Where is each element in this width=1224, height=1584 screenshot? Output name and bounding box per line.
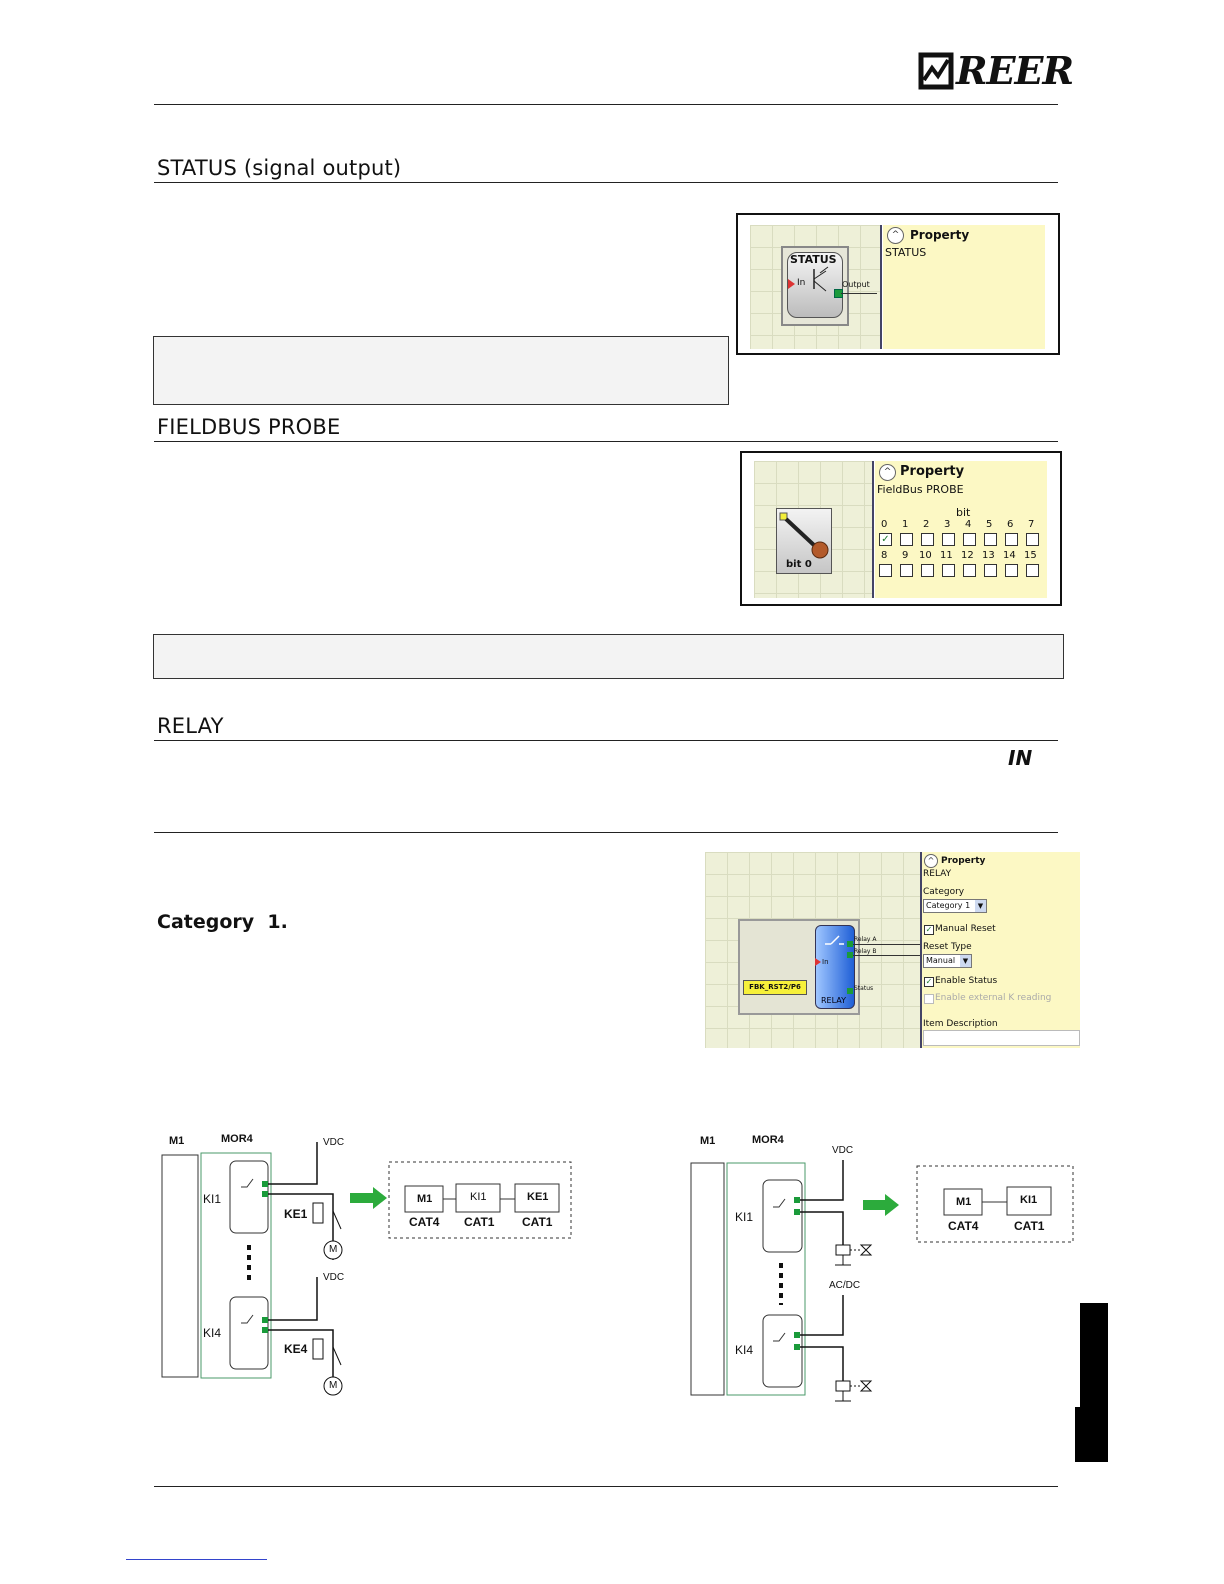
enable-status-checkbox[interactable]: ✓ (925, 977, 933, 986)
chevron-down-icon: ▼ (975, 900, 986, 912)
relay-status-port[interactable] (847, 988, 853, 994)
item-description-label: Item Description (923, 1019, 998, 1029)
right-wiring-diagram (685, 1125, 1080, 1410)
bit-9-checkbox[interactable] (900, 564, 913, 577)
property-value: RELAY (923, 869, 952, 879)
bit-12-checkbox[interactable] (963, 564, 976, 577)
property-title: Property (900, 464, 965, 479)
left-wiring-diagram (155, 1125, 575, 1405)
bit-11-label: 11 (940, 550, 953, 561)
bit-2-checkbox[interactable] (921, 533, 934, 546)
category-select-value: Category 1 (926, 901, 971, 910)
relay-contact-icon (823, 932, 845, 954)
category-text: Category 1. (157, 911, 288, 933)
bit-11-checkbox[interactable] (942, 564, 955, 577)
left-ke4-label: KE4 (284, 1342, 308, 1356)
relay-b-wire (853, 955, 920, 956)
manual-reset-checkbox[interactable]: ✓ (925, 925, 933, 934)
probe-bit-label: bit 0 (786, 559, 812, 570)
bit-13-checkbox[interactable] (984, 564, 997, 577)
bit-4-checkbox[interactable] (963, 533, 976, 546)
fieldbus-rule (154, 441, 1058, 442)
reset-type-select[interactable] (923, 954, 972, 968)
bit-1-label: 1 (902, 519, 909, 530)
status-block-title: STATUS (790, 253, 837, 266)
right-ki1-label: KI1 (735, 1210, 754, 1224)
relay-heading: RELAY (157, 714, 224, 738)
bit-5-label: 5 (986, 519, 993, 530)
chain-ki1-cat: CAT1 (464, 1215, 495, 1229)
bit-label: bit (956, 506, 971, 519)
right-chain-m1-name: M1 (956, 1196, 972, 1208)
side-tab-lower (1075, 1407, 1108, 1462)
bit-7-checkbox[interactable] (1026, 533, 1039, 546)
status-rule (154, 182, 1058, 183)
fieldbus-canvas-divider (872, 461, 874, 598)
bit-6-checkbox[interactable] (1005, 533, 1018, 546)
bit-10-checkbox[interactable] (921, 564, 934, 577)
bit-9-label: 9 (902, 550, 909, 561)
fieldbus-figure (740, 451, 1062, 606)
relay-status-label: Status (854, 985, 874, 992)
right-m1-label: M1 (700, 1135, 716, 1147)
bit-15-label: 15 (1024, 550, 1037, 561)
status-output-wire (841, 293, 877, 294)
relay-figure (705, 852, 1080, 1048)
in-mark: IN (1008, 746, 1033, 770)
relay-b-label: Relay B (854, 948, 877, 955)
left-motor-1-label: M (329, 1244, 338, 1255)
bit-13-label: 13 (982, 550, 995, 561)
left-ki4-label: KI4 (203, 1326, 222, 1340)
header-rule (154, 104, 1058, 105)
right-chain-m1-cat: CAT4 (948, 1219, 979, 1233)
bit-1-checkbox[interactable] (900, 533, 913, 546)
bit-6-label: 6 (1007, 519, 1014, 530)
bit-12-label: 12 (961, 550, 974, 561)
status-note-box (153, 336, 729, 405)
bit-3-label: 3 (944, 519, 951, 530)
left-motor-2-label: M (329, 1380, 338, 1391)
bit-4-label: 4 (965, 519, 972, 530)
right-chain-ki1-cat: CAT1 (1014, 1219, 1045, 1233)
right-mor4-label: MOR4 (752, 1134, 784, 1146)
chain-ke1-name: KE1 (527, 1191, 549, 1203)
reer-logo (918, 48, 1074, 93)
bit-8-checkbox[interactable] (879, 564, 892, 577)
status-in-arrow (788, 279, 795, 289)
status-output-label: Output (842, 280, 870, 289)
property-title: Property (910, 228, 970, 242)
bit-14-label: 14 (1003, 550, 1016, 561)
enable-ext-checkbox[interactable] (924, 994, 934, 1004)
fieldbus-heading: FIELDBUS PROBE (157, 415, 341, 439)
reset-type-label: Reset Type (923, 942, 972, 952)
left-ke1-label: KE1 (284, 1207, 308, 1221)
chain-ke1-cat: CAT1 (522, 1215, 553, 1229)
bit-5-checkbox[interactable] (984, 533, 997, 546)
category-label: Category (923, 887, 965, 897)
left-vdc-bottom-label: VDC (323, 1272, 345, 1283)
bit-0-checkbox[interactable]: ✓ (879, 533, 892, 546)
relay-a-label: Relay A (854, 936, 877, 943)
bit-0-label: 0 (881, 519, 888, 530)
bit-3-checkbox[interactable] (942, 533, 955, 546)
left-vdc-top-label: VDC (323, 1137, 345, 1148)
right-chain-ki1-name: KI1 (1020, 1194, 1038, 1206)
chain-m1-cat: CAT4 (409, 1215, 440, 1229)
bit-8-label: 8 (881, 550, 888, 561)
left-ki1-label: KI1 (203, 1192, 222, 1206)
right-acdc-label: AC/DC (829, 1280, 861, 1291)
footer-rule (154, 1486, 1058, 1487)
property-value: STATUS (885, 246, 927, 259)
manual-reset-label: Manual Reset (935, 924, 996, 934)
bit-15-checkbox[interactable] (1026, 564, 1039, 577)
bit-10-label: 10 (919, 550, 932, 561)
relay-in-label: In (822, 958, 829, 966)
fieldbus-property-panel (875, 461, 1047, 598)
status-property-panel (883, 225, 1045, 349)
bit-7-label: 7 (1028, 519, 1035, 530)
collapse-icon[interactable]: ^ (879, 464, 896, 481)
logo-text: REER (956, 48, 1074, 93)
collapse-icon[interactable]: ^ (924, 854, 938, 868)
relay-rule (154, 740, 1058, 741)
relay-sub-rule (154, 832, 1058, 833)
bit-2-label: 2 (923, 519, 930, 530)
chevron-down-icon: ▼ (960, 955, 971, 967)
property-value: FieldBus PROBE (877, 483, 964, 496)
footer-link-underline[interactable] (126, 1559, 267, 1560)
reset-type-select-value: Manual (926, 956, 956, 965)
side-tab-upper (1080, 1303, 1108, 1407)
item-description-input[interactable] (923, 1030, 1080, 1046)
right-vdc-label: VDC (832, 1145, 854, 1156)
probe-icon (778, 511, 830, 565)
fbk-block[interactable]: FBK_RST2/P6 (743, 980, 807, 995)
bit-14-checkbox[interactable] (1005, 564, 1018, 577)
enable-status-label: Enable Status (935, 976, 998, 986)
status-heading: STATUS (signal output) (157, 156, 402, 180)
collapse-icon[interactable]: ^ (887, 227, 904, 244)
chain-ki1-name: KI1 (470, 1191, 487, 1203)
relay-property-panel (922, 852, 1080, 1048)
property-title: Property (941, 856, 986, 866)
category-select[interactable] (923, 899, 987, 913)
relay-in-arrow (815, 958, 821, 966)
right-ki4-label: KI4 (735, 1343, 754, 1357)
status-canvas-divider (880, 225, 882, 349)
status-in-label: In (797, 278, 806, 288)
status-figure (736, 213, 1060, 355)
left-m1-label: M1 (169, 1135, 185, 1147)
chain-m1-name: M1 (417, 1193, 433, 1205)
fieldbus-note-box (153, 634, 1064, 679)
enable-ext-label: Enable external K reading (935, 993, 1052, 1003)
left-mor4-label: MOR4 (221, 1133, 253, 1145)
relay-block-label: RELAY (821, 996, 846, 1005)
relay-a-wire (853, 944, 920, 945)
